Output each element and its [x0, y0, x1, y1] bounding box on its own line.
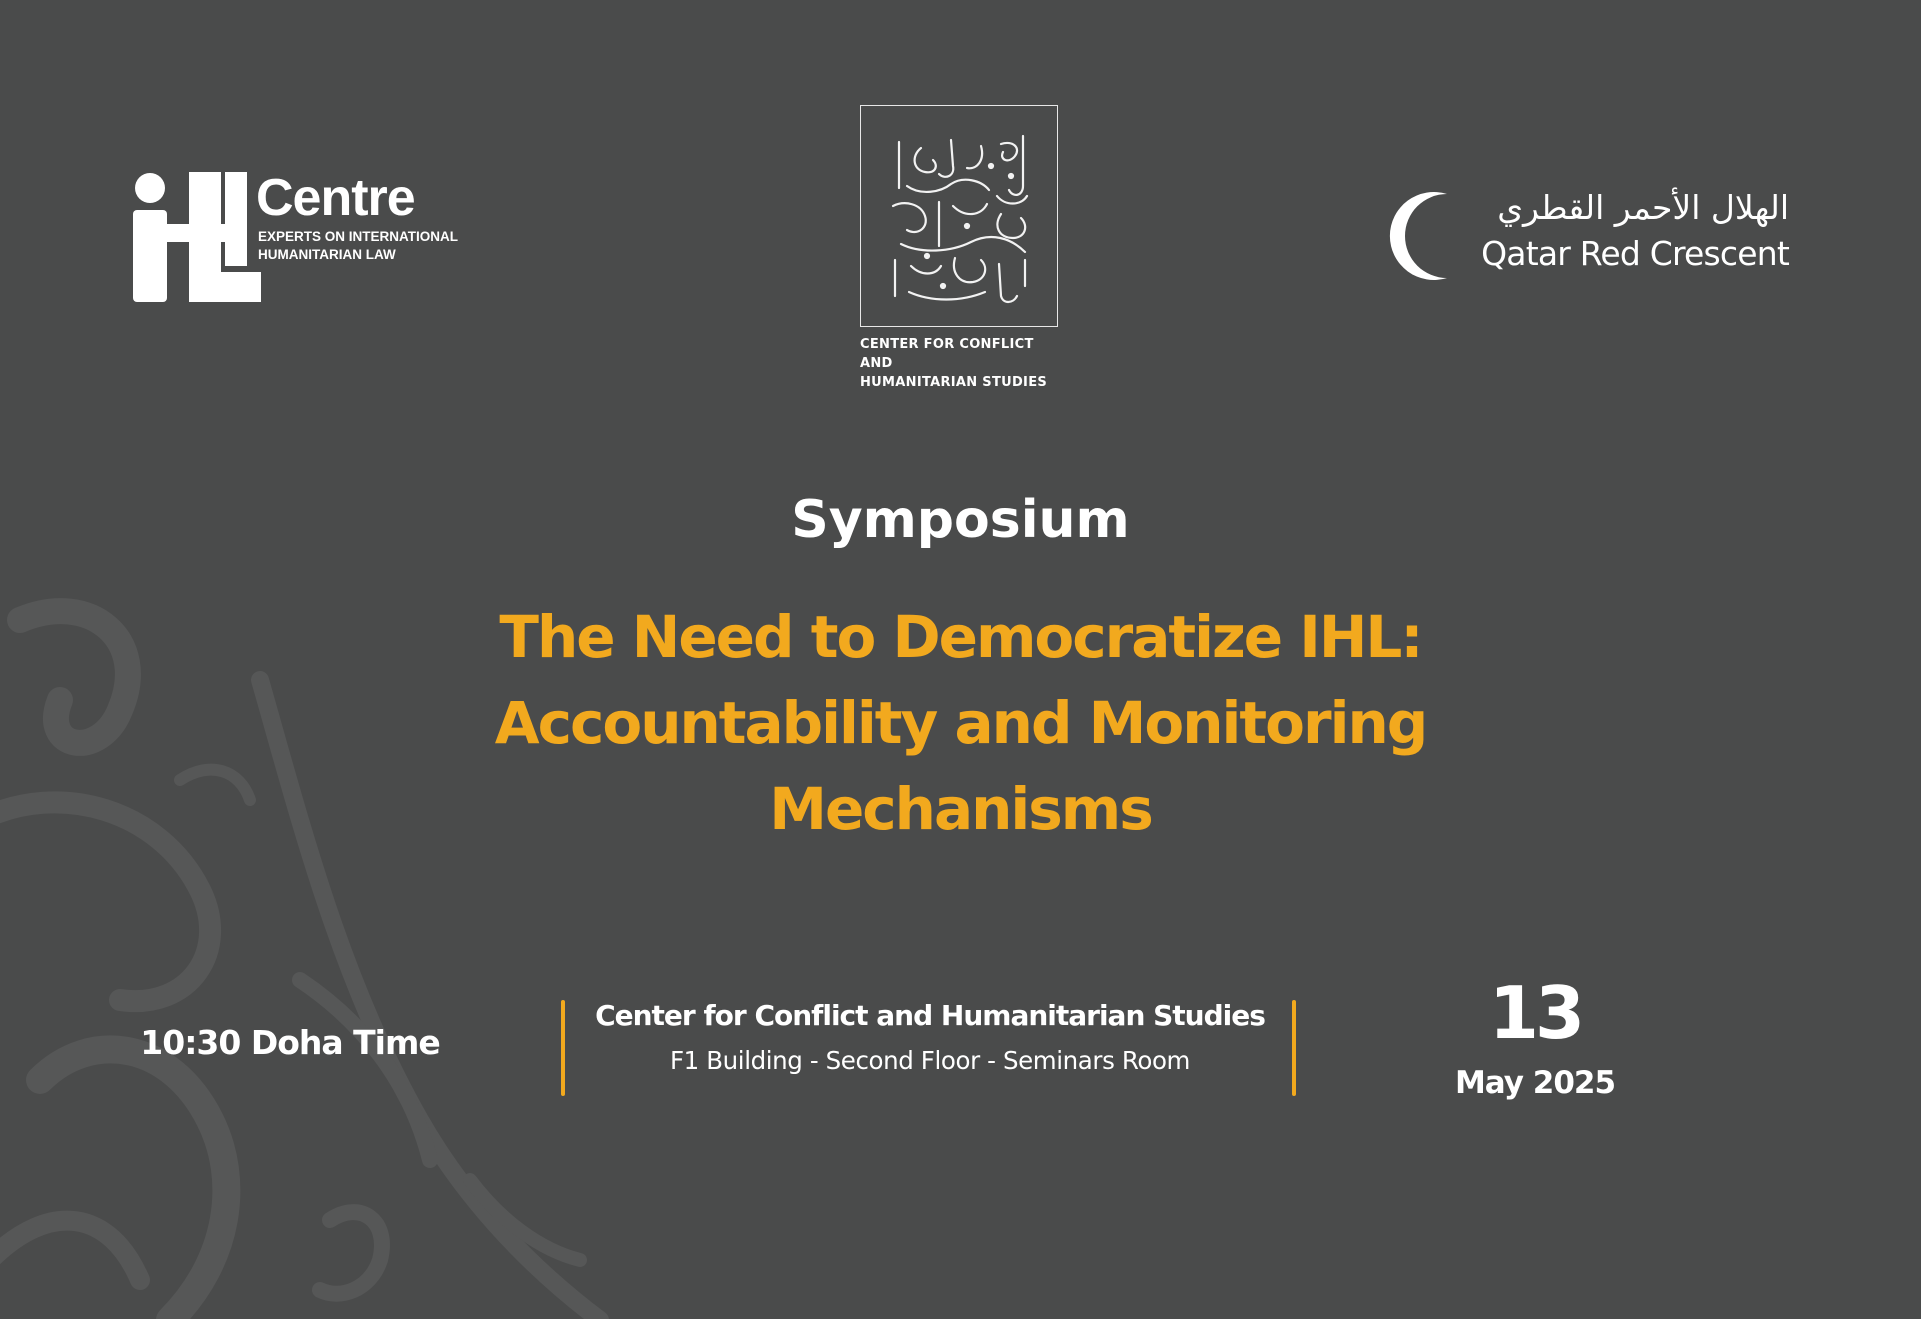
event-title-line-1: The Need to Democratize IHL:: [499, 603, 1422, 671]
arabic-calligraphy-emblem-icon: [881, 126, 1039, 308]
ihl-letters-icon: [131, 172, 261, 302]
event-time: 10:30 Doha Time: [140, 1023, 440, 1062]
event-title-line-3: Mechanisms: [769, 775, 1152, 843]
ihl-tagline-line-2: HUMANITARIAN LAW: [258, 247, 396, 262]
cchs-name: [860, 335, 1060, 392]
divider-right: [1292, 1000, 1296, 1096]
event-type: Symposium: [791, 490, 1130, 550]
event-date-day: 13: [1488, 971, 1582, 1055]
cchs-logo: [860, 105, 1060, 390]
ihl-centre-tagline: [258, 228, 468, 264]
venue-name: Center for Conflict and Humanitarian Studies: [595, 999, 1265, 1032]
ihl-centre-logo: [131, 169, 461, 302]
qatar-red-crescent-logo: [1385, 190, 1795, 285]
ihl-centre-name: Centre: [256, 169, 415, 227]
crescent-icon: [1385, 190, 1467, 282]
cchs-name-line-1: CENTER FOR CONFLICT AND: [860, 337, 1034, 371]
divider-left: [561, 1000, 565, 1096]
ihl-tagline-line-1: EXPERTS ON INTERNATIONAL: [258, 229, 459, 244]
cchs-name-line-2: HUMANITARIAN STUDIES: [860, 375, 1048, 390]
event-date: [1420, 968, 1650, 1108]
event-date-month: May 2025: [1454, 1065, 1616, 1101]
event-title: [360, 594, 1561, 852]
cchs-emblem-frame: [860, 105, 1058, 327]
venue-room: F1 Building - Second Floor - Seminars Room: [669, 1046, 1191, 1075]
event-title-line-2: Accountability and Monitoring: [494, 689, 1427, 757]
event-venue: [570, 993, 1290, 1083]
qrc-name-english: Qatar Red Crescent: [1481, 234, 1789, 273]
qrc-name-arabic: الهلال الأحمر القطري: [1497, 188, 1789, 227]
